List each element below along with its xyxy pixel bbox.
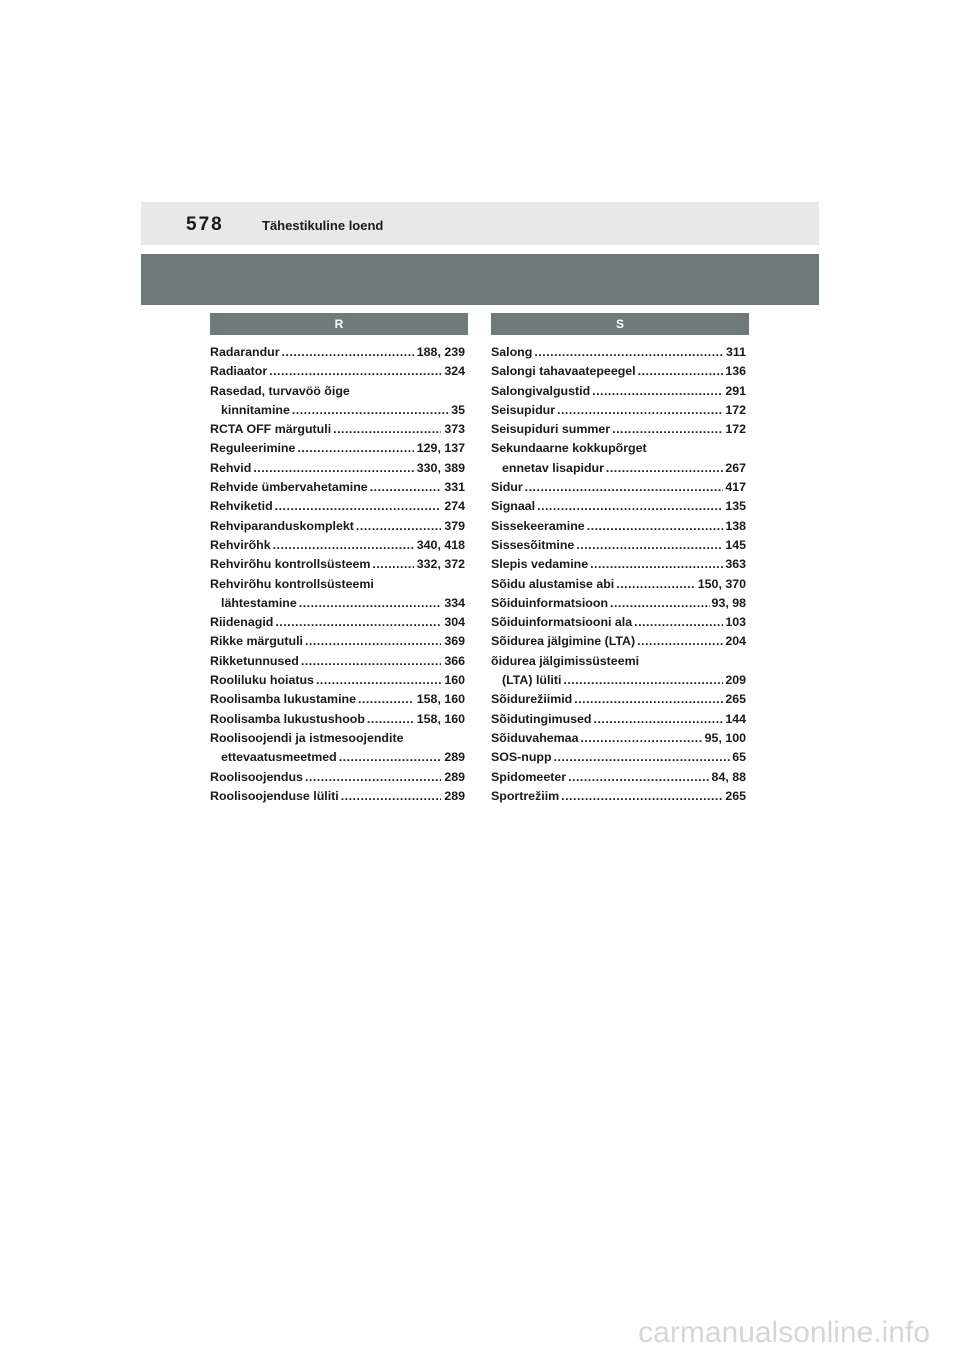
index-entry: [491, 420, 746, 439]
leader-dots: [634, 613, 723, 632]
entry-pages[interactable]: 138: [725, 518, 746, 533]
entry-pages[interactable]: 289: [444, 788, 465, 803]
leader-dots: [592, 382, 723, 401]
index-entry: [491, 536, 746, 555]
leader-dots: [305, 768, 441, 787]
entry-term: Signaal: [491, 499, 536, 514]
entry-continuation: [491, 671, 746, 690]
leader-dots: [275, 613, 441, 632]
index-entry: [210, 459, 465, 478]
entry-pages[interactable]: 331: [444, 480, 465, 495]
index-entry: [491, 555, 746, 574]
leader-dots: [299, 594, 442, 613]
leader-dots: [638, 362, 724, 381]
entry-term: Sõiduinformatsioon: [491, 595, 609, 610]
entry-pages[interactable]: 35: [451, 402, 465, 417]
entry-term: Sissesõitmine: [491, 537, 575, 552]
page-number: 578: [186, 214, 224, 235]
leader-dots: [372, 555, 413, 574]
index-entries-r: [210, 343, 468, 806]
entry-term: Sõidurežiimid: [491, 692, 573, 707]
entry-pages[interactable]: 136: [725, 364, 746, 379]
index-entry: [210, 671, 465, 690]
index-entry: [210, 652, 465, 671]
leader-dots: [341, 787, 442, 806]
letter-header-r: R: [210, 313, 468, 335]
entry-term: õidurea jälgimissüsteemi: [491, 653, 640, 668]
index-entry: [210, 497, 465, 516]
index-entry: [491, 382, 746, 401]
index-entry: [210, 420, 465, 439]
leader-dots: [554, 748, 731, 767]
entry-term: Roolisoojendus: [210, 769, 303, 784]
watermark: carmanualsonline.info: [638, 1316, 930, 1349]
leader-dots: [590, 555, 723, 574]
entry-continuation: [210, 748, 465, 767]
index-column-s: [491, 313, 749, 806]
index-entry: [210, 343, 465, 362]
entry-pages[interactable]: 84, 88: [711, 769, 746, 784]
entry-pages[interactable]: 135: [725, 499, 746, 514]
leader-dots: [612, 420, 723, 439]
decorative-band: [141, 254, 819, 305]
leader-dots: [370, 478, 442, 497]
leader-dots: [275, 497, 442, 516]
leader-dots: [574, 690, 723, 709]
entry-term: Rasedad, turvavöö õige: [210, 383, 350, 398]
leader-dots: [356, 517, 441, 536]
entry-term: Rehvirõhu kontrollsüsteemi: [210, 576, 374, 591]
leader-dots: [610, 594, 710, 613]
leader-dots: [525, 478, 724, 497]
entry-pages[interactable]: 373: [444, 422, 465, 437]
entry-continuation: [210, 401, 465, 420]
leader-dots: [282, 343, 414, 362]
leader-dots: [616, 575, 696, 594]
entry-term: Rehvide ümbervahetamine: [210, 480, 368, 495]
header-band: [141, 202, 819, 245]
entry-term: Salongi tahavaatepeegel: [491, 364, 636, 379]
index-entry: [491, 729, 746, 748]
entry-term: Seisupiduri summer: [491, 422, 611, 437]
entry-pages[interactable]: 158, 160: [416, 711, 465, 726]
leader-dots: [297, 439, 413, 458]
leader-dots: [637, 632, 723, 651]
index-entry: [210, 710, 465, 729]
entry-pages[interactable]: 311: [726, 345, 746, 359]
index-entry: [491, 575, 746, 594]
entry-term-continued: (LTA) lüliti: [502, 673, 562, 688]
entry-continuation: [491, 459, 746, 478]
entry-pages[interactable]: 144: [725, 711, 746, 726]
entry-term-continued: lähtestamine: [221, 595, 297, 610]
entry-pages[interactable]: 363: [725, 557, 746, 572]
index-entry: [210, 536, 465, 555]
index-entry: [491, 439, 746, 478]
entry-term: Roolisamba lukustamine: [210, 692, 356, 707]
index-entry: [210, 439, 465, 458]
entry-pages[interactable]: 289: [444, 769, 465, 784]
index-entry: [491, 497, 746, 516]
leader-dots: [587, 517, 724, 536]
entry-term: Sissekeeramine: [491, 518, 585, 533]
entry-term: Sõidutingimused: [491, 711, 592, 726]
index-entry: [210, 478, 465, 497]
entry-pages[interactable]: 265: [725, 692, 746, 707]
leader-dots: [534, 343, 724, 362]
entry-pages[interactable]: 145: [725, 537, 746, 552]
entry-term: SOS-nupp: [491, 750, 552, 765]
leader-dots: [367, 710, 414, 729]
index-entry: [210, 362, 465, 381]
index-entry: [210, 575, 465, 614]
entry-pages[interactable]: 291: [725, 383, 746, 398]
entry-term: Sõidurea jälgimine (LTA): [491, 634, 636, 649]
entry-term: Radarandur: [210, 345, 280, 359]
entry-pages[interactable]: 340, 418: [416, 537, 465, 552]
entry-pages[interactable]: 103: [725, 615, 746, 630]
leader-dots: [568, 768, 709, 787]
entry-pages[interactable]: 267: [725, 460, 746, 475]
index-entry: [491, 710, 746, 729]
entry-pages[interactable]: 129, 137: [416, 441, 465, 456]
entry-term: Slepis vedamine: [491, 557, 589, 572]
index-entry: [491, 594, 746, 613]
entry-term: Roolisamba lukustushoob: [210, 711, 365, 726]
index-entry: [210, 517, 465, 536]
entry-pages[interactable]: 172: [725, 422, 746, 437]
entry-term: Seisupidur: [491, 402, 556, 417]
letter-header-s: S: [491, 313, 749, 335]
entry-pages[interactable]: 332, 372: [416, 557, 465, 572]
leader-dots: [606, 459, 723, 478]
entry-term: Roolisoojendi ja istmesoojendite: [210, 730, 404, 745]
entry-term: Rehvirõhk: [210, 537, 271, 552]
index-entry: [210, 768, 465, 787]
entry-term: Rehvirõhu kontrollsüsteem: [210, 557, 371, 572]
entry-term: Rooliluku hoiatus: [210, 673, 314, 688]
leader-dots: [269, 362, 441, 381]
leader-dots: [563, 671, 723, 690]
entry-pages[interactable]: 160: [444, 673, 465, 688]
index-column-r: [210, 313, 468, 806]
leader-dots: [316, 671, 441, 690]
leader-dots: [339, 748, 442, 767]
entry-term-continued: ennetav lisapidur: [502, 460, 604, 475]
index-entry: [491, 787, 746, 806]
index-entry: [210, 555, 465, 574]
index-entry: [491, 768, 746, 787]
entry-term-continued: ettevaatusmeetmed: [221, 750, 337, 765]
index-entry: [491, 748, 746, 767]
index-entry: [491, 690, 746, 709]
index-entry: [210, 613, 465, 632]
entry-pages[interactable]: 95, 100: [704, 730, 746, 745]
entry-term: Riidenagid: [210, 615, 274, 630]
entry-continuation: [210, 594, 465, 613]
entry-term: Sidur: [491, 480, 523, 495]
entry-pages[interactable]: 304: [444, 615, 465, 630]
leader-dots: [253, 459, 413, 478]
index-entry: [491, 632, 746, 651]
leader-dots: [273, 536, 414, 555]
entry-term: Radiaator: [210, 364, 268, 379]
index-entry: [491, 652, 746, 691]
entry-pages[interactable]: 93, 98: [711, 595, 746, 610]
entry-pages[interactable]: 265: [725, 788, 746, 803]
leader-dots: [580, 729, 702, 748]
leader-dots: [305, 632, 441, 651]
index-entry: [210, 632, 465, 651]
entry-term: Spidomeeter: [491, 769, 567, 784]
entry-pages[interactable]: 150, 370: [697, 576, 746, 591]
index-entry: [491, 362, 746, 381]
entry-term-continued: kinnitamine: [221, 402, 290, 417]
index-entry: [210, 690, 465, 709]
leader-dots: [301, 652, 441, 671]
index-entry: [491, 478, 746, 497]
entry-pages[interactable]: 65: [732, 750, 746, 765]
entry-pages[interactable]: 204: [725, 634, 746, 649]
entry-term: Reguleerimine: [210, 441, 296, 456]
entry-pages[interactable]: 158, 160: [416, 692, 465, 707]
index-entry: [210, 382, 465, 421]
entry-term: Sõiduinformatsiooni ala: [491, 615, 633, 630]
leader-dots: [333, 420, 441, 439]
entry-term: Rikke märgutuli: [210, 634, 303, 649]
index-entry: [210, 729, 465, 768]
entry-term: RCTA OFF märgutuli: [210, 422, 332, 437]
leader-dots: [358, 690, 414, 709]
index-entry: [491, 343, 746, 362]
index-entry: [491, 401, 746, 420]
entry-pages[interactable]: 324: [444, 364, 465, 379]
entry-term: Roolisoojenduse lüliti: [210, 788, 339, 803]
index-entry: [210, 787, 465, 806]
section-title: Tähestikuline loend: [262, 218, 384, 233]
leader-dots: [561, 787, 723, 806]
entry-pages[interactable]: 379: [444, 518, 465, 533]
entry-term: Rehviketid: [210, 499, 273, 514]
entry-term: Sõiduvahemaa: [491, 730, 579, 745]
index-entries-s: [491, 343, 749, 806]
entry-pages[interactable]: 172: [725, 402, 746, 417]
entry-pages[interactable]: 334: [444, 595, 465, 610]
entry-term: Rikketunnused: [210, 653, 299, 668]
entry-pages[interactable]: 188, 239: [416, 345, 465, 359]
entry-pages[interactable]: 209: [725, 673, 746, 688]
entry-pages[interactable]: 366: [444, 653, 465, 668]
index-entry: [491, 613, 746, 632]
entry-term: Sekundaarne kokkupõrget: [491, 441, 647, 456]
entry-pages[interactable]: 330, 389: [416, 460, 465, 475]
leader-dots: [576, 536, 723, 555]
entry-pages[interactable]: 289: [444, 750, 465, 765]
entry-term: Salongivalgustid: [491, 383, 591, 398]
entry-term: Rehvid: [210, 460, 252, 475]
index-entry: [491, 517, 746, 536]
entry-term: Sõidu alustamise abi: [491, 576, 615, 591]
leader-dots: [292, 401, 448, 420]
entry-pages[interactable]: 274: [444, 499, 465, 514]
entry-pages[interactable]: 417: [725, 480, 746, 495]
leader-dots: [594, 710, 724, 729]
entry-pages[interactable]: 369: [444, 634, 465, 649]
entry-term: Rehviparanduskomplekt: [210, 518, 354, 533]
entry-term: Sportrežiim: [491, 788, 560, 803]
entry-term: Salong: [491, 345, 533, 359]
leader-dots: [557, 401, 723, 420]
leader-dots: [537, 497, 723, 516]
